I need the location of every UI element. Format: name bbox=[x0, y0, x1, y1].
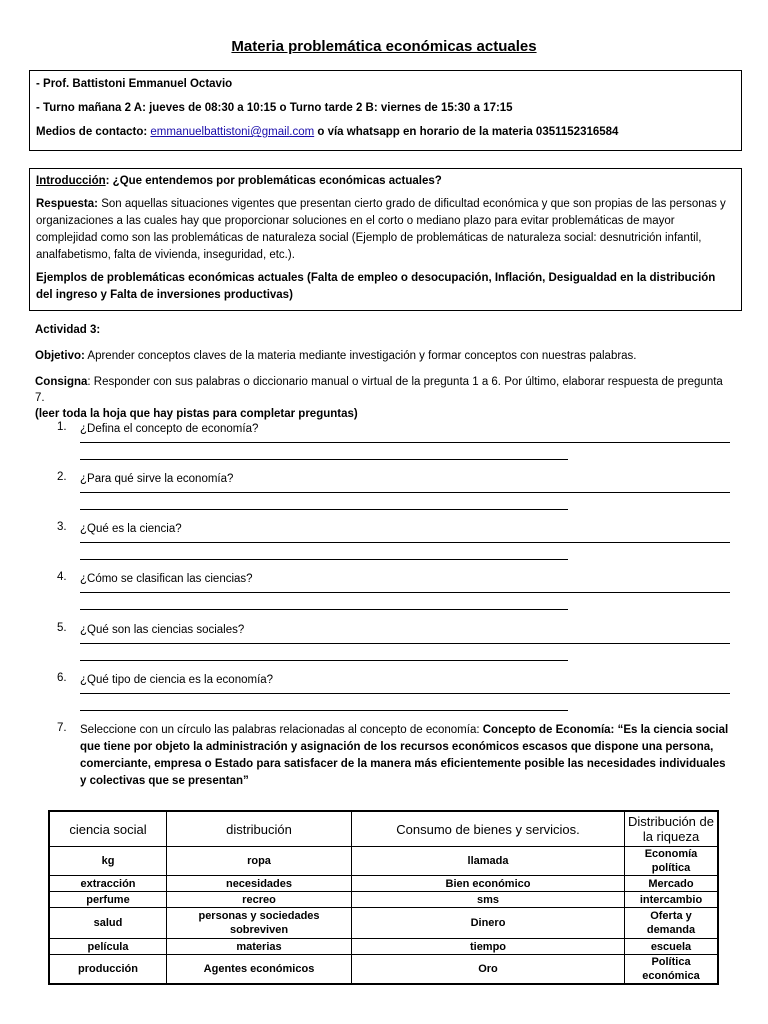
question-number: 7. bbox=[57, 722, 67, 734]
introduction-box bbox=[29, 168, 742, 311]
objective-text: Aprender conceptos claves de la materia mediante investigación y formar conceptos con nuestras palabras. bbox=[84, 350, 637, 362]
contact-line bbox=[36, 123, 735, 147]
table-cell[interactable]: Oferta y demanda bbox=[625, 908, 719, 939]
teacher-name: - Prof. Battistoni Emmanuel Octavio bbox=[36, 78, 233, 90]
answer-line[interactable] bbox=[80, 710, 568, 711]
consigna-label: Consigna bbox=[35, 376, 88, 388]
question-text: ¿Defina el concepto de economía? bbox=[80, 423, 259, 435]
table-cell[interactable]: intercambio bbox=[625, 892, 719, 908]
table-cell[interactable]: llamada bbox=[352, 847, 625, 876]
table-cell[interactable]: Bien económico bbox=[352, 876, 625, 892]
table-row bbox=[49, 955, 718, 985]
activity-section bbox=[35, 322, 735, 422]
column-header: Consumo de bienes y servicios. bbox=[352, 811, 625, 847]
question-number: 1. bbox=[57, 421, 67, 433]
table-cell[interactable]: Oro bbox=[352, 955, 625, 985]
question-7-instruction: Seleccione con un círculo las palabras relacionadas al concepto de economía: bbox=[80, 724, 483, 736]
answer-line[interactable] bbox=[80, 442, 730, 443]
contact-email-link[interactable]: emmanuelbattistoni@gmail.com bbox=[150, 126, 315, 138]
question-7-text bbox=[80, 722, 730, 790]
table-cell[interactable]: personas y sociedades sobreviven bbox=[167, 908, 352, 939]
column-header: Distribución de la riqueza bbox=[625, 811, 719, 847]
table-cell[interactable]: escuela bbox=[625, 939, 719, 955]
activity-title: Actividad 3: bbox=[35, 324, 101, 336]
table-cell[interactable]: recreo bbox=[167, 892, 352, 908]
objective bbox=[35, 348, 735, 364]
intro-answer bbox=[36, 196, 735, 264]
question-text: ¿Qué es la ciencia? bbox=[80, 523, 182, 535]
table-cell[interactable]: Agentes económicos bbox=[167, 955, 352, 985]
table-row bbox=[49, 847, 718, 876]
answer-line[interactable] bbox=[80, 459, 568, 460]
intro-question bbox=[36, 173, 735, 190]
column-header: distribución bbox=[167, 811, 352, 847]
table-header-row bbox=[49, 811, 718, 847]
table-cell[interactable]: película bbox=[49, 939, 167, 955]
question-text: ¿Para qué sirve la economía? bbox=[80, 473, 234, 485]
table-cell[interactable]: perfume bbox=[49, 892, 167, 908]
table-cell[interactable]: kg bbox=[49, 847, 167, 876]
contact-label: Medios de contacto: bbox=[36, 126, 151, 138]
table-cell[interactable]: Política económica bbox=[625, 955, 719, 985]
question-number: 2. bbox=[57, 471, 67, 483]
word-selection-table bbox=[48, 810, 719, 985]
intro-examples: Ejemplos de problemáticas económicas actuales (Falta de empleo o desocupación, Inflación, Desigualdad en la distribución del ingreso y Falta de inversiones productivas) bbox=[36, 272, 716, 301]
table-cell[interactable]: extracción bbox=[49, 876, 167, 892]
question-number: 3. bbox=[57, 521, 67, 533]
table-cell[interactable]: salud bbox=[49, 908, 167, 939]
answer-label: Respuesta: bbox=[36, 198, 98, 210]
table-row bbox=[49, 876, 718, 892]
answer-line[interactable] bbox=[80, 660, 568, 661]
consigna-note: (leer toda la hoja que hay pistas para completar preguntas) bbox=[35, 408, 358, 420]
table-cell[interactable]: Economía política bbox=[625, 847, 719, 876]
question-text: ¿Qué tipo de ciencia es la economía? bbox=[80, 674, 274, 686]
column-header: ciencia social bbox=[49, 811, 167, 847]
consigna-text: : Responder con sus palabras o diccionario manual o virtual de la pregunta 1 a 6. Por último, elaborar respuesta de pregunta 7. bbox=[35, 376, 723, 404]
question-number: 6. bbox=[57, 672, 67, 684]
answer-line[interactable] bbox=[80, 592, 730, 593]
table-cell[interactable]: tiempo bbox=[352, 939, 625, 955]
table-cell[interactable]: ropa bbox=[167, 847, 352, 876]
answer-line[interactable] bbox=[80, 509, 568, 510]
answer-line[interactable] bbox=[80, 492, 730, 493]
question-text: ¿Qué son las ciencias sociales? bbox=[80, 624, 245, 636]
answer-text: Son aquellas situaciones vigentes que presentan cierto grado de dificultad económica y que son propias de las personas y organizaciones a las cuales hay que proporcionar soluciones en el corto o mediano plazo para evitar problemáticas de mayor complejidad como son las problemáticas de naturaleza social (Ejemplo de problemáticas de naturaleza social: desnutrición infantil, analfabetismo, falta de vivienda, inseguridad, etc.). bbox=[36, 198, 726, 261]
schedule-line: - Turno mañana 2 A: jueves de 08:30 a 10:15 o Turno tarde 2 B: viernes de 15:30 a 17:15 bbox=[36, 102, 513, 114]
answer-line[interactable] bbox=[80, 693, 730, 694]
teacher-info-box bbox=[29, 70, 742, 151]
answer-line[interactable] bbox=[80, 559, 568, 560]
table-cell[interactable]: necesidades bbox=[167, 876, 352, 892]
table-cell[interactable]: Mercado bbox=[625, 876, 719, 892]
table-cell[interactable]: Dinero bbox=[352, 908, 625, 939]
intro-question-text: : ¿Que entendemos por problemáticas económicas actuales? bbox=[105, 175, 442, 187]
table-cell[interactable]: materias bbox=[167, 939, 352, 955]
table-row bbox=[49, 939, 718, 955]
answer-line[interactable] bbox=[80, 643, 730, 644]
page-title: Materia problemática económicas actuales bbox=[231, 38, 537, 55]
economy-definition: Concepto de Economía: “Es la ciencia social que tiene por objeto la administración y asignación de los recursos económicos escasos que dispone una persona, comerciante, empresa o Estado para satisfacer de la manera más eficientemente posible las necesidades individuales y colectivas que se presentan” bbox=[80, 724, 729, 787]
objective-label: Objetivo: bbox=[35, 350, 85, 362]
table-cell[interactable]: producción bbox=[49, 955, 167, 985]
question-number: 4. bbox=[57, 571, 67, 583]
question-text: ¿Cómo se clasifican las ciencias? bbox=[80, 573, 253, 585]
contact-rest: o vía whatsapp en horario de la materia 0351152316584 bbox=[314, 126, 619, 138]
consigna bbox=[35, 374, 735, 406]
answer-line[interactable] bbox=[80, 542, 730, 543]
intro-label: Introducción bbox=[36, 175, 106, 187]
question-number: 5. bbox=[57, 622, 67, 634]
table-row bbox=[49, 908, 718, 939]
table-cell[interactable]: sms bbox=[352, 892, 625, 908]
answer-line[interactable] bbox=[80, 609, 568, 610]
table-row bbox=[49, 892, 718, 908]
